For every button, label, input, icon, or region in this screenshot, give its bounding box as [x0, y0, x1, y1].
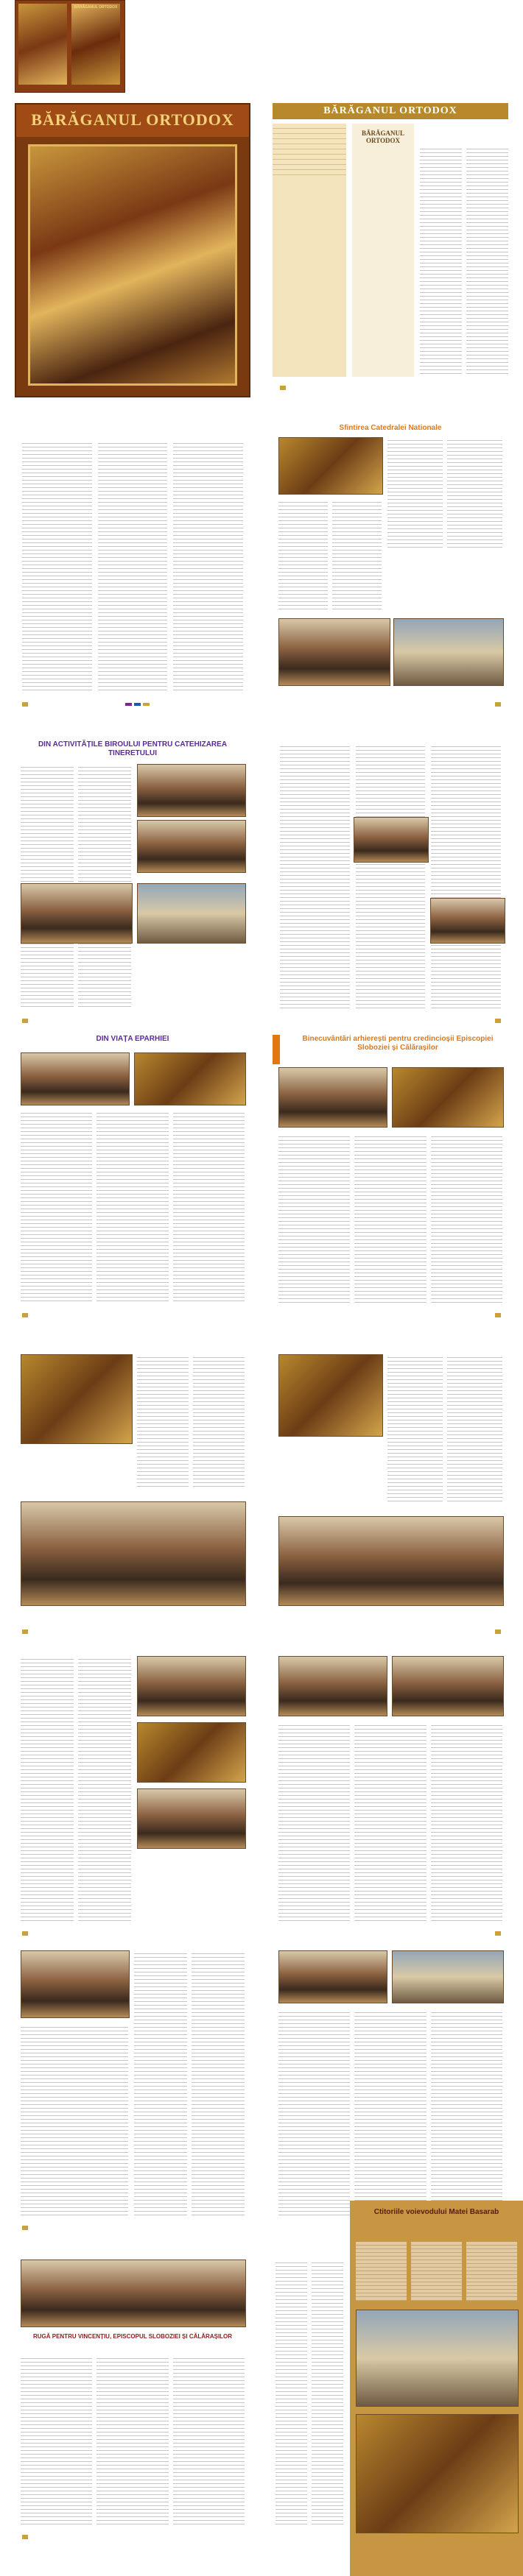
- article-photo: [21, 1052, 130, 1105]
- youth-page-continued: [273, 736, 508, 1030]
- article-photo: [137, 1656, 246, 1716]
- photo-page: [15, 1347, 250, 1641]
- article-photo: [278, 1067, 387, 1128]
- back-cover-headline: Ctitoriile voievodului Matei Basarab: [373, 2208, 499, 2216]
- article-photo: [134, 1052, 246, 1105]
- toc-item: [273, 155, 346, 160]
- article-photo: [354, 817, 429, 863]
- article-photo: [278, 1656, 387, 1716]
- toc-item: [273, 144, 346, 149]
- spread: [0, 736, 523, 1030]
- article-photo: [21, 2260, 246, 2327]
- toc-item: [273, 149, 346, 155]
- thumbnail-title: BĂRĂGANUL ORTODOX: [74, 5, 118, 10]
- bishop-page: [273, 1030, 508, 1325]
- toc-item: [273, 139, 346, 144]
- article-photo: [137, 820, 246, 873]
- article-headline: Sfintirea Catedralei Nationale: [339, 424, 442, 432]
- editorial-box: [352, 124, 414, 377]
- toc-item: [273, 170, 346, 175]
- text-page: [15, 1943, 250, 2237]
- text-page: [15, 420, 250, 714]
- cathedral-page: [273, 420, 508, 714]
- toc-item: [273, 129, 346, 134]
- article-photo: [278, 1950, 387, 2003]
- spread: [0, 1030, 523, 1325]
- article-photo: [278, 437, 383, 495]
- intro-article: [420, 124, 508, 377]
- cover-thumbnail: [15, 0, 125, 93]
- article-photo: [392, 1656, 504, 1716]
- article-headline: DIN VIAȚA EPARHIEI: [96, 1035, 169, 1043]
- anniversary-page: [15, 2252, 250, 2547]
- back-cover: [350, 2201, 523, 2576]
- icon-image: [18, 4, 67, 85]
- article-photo: [278, 1516, 504, 1606]
- spread: [0, 1943, 523, 2237]
- article-photo: [137, 1788, 246, 1849]
- editorial-logo: BĂRĂGANUL ORTODOX: [361, 130, 404, 144]
- article-photo: [21, 883, 133, 944]
- front-cover: [15, 103, 250, 397]
- article-photo: [393, 618, 504, 686]
- article-photo: [137, 883, 246, 944]
- photo-page: [273, 1347, 508, 1641]
- photo-page: [15, 1649, 250, 1943]
- accent-bar: [273, 1035, 280, 1064]
- article-photo: [21, 1354, 133, 1444]
- article-photo: [430, 898, 505, 944]
- article-headline: RUGĂ PENTRU VINCENȚIU, EPISCOPUL SLOBOZIEI ȘI CĂLĂRAȘILOR: [32, 2333, 233, 2340]
- toc-item: [273, 124, 346, 129]
- page-footer: [280, 386, 501, 390]
- church-photo: [356, 2310, 519, 2407]
- article-headline: Binecuvântări arhierești pentru credincioșii Episcopiei Sloboziei și Călărașilor: [302, 1035, 494, 1052]
- cover-title: BĂRĂGANUL ORTODOX: [31, 110, 234, 129]
- article-photo: [392, 1950, 504, 2003]
- article-photo: [21, 1950, 130, 2018]
- article-photo: [137, 764, 246, 817]
- spread: [0, 1649, 523, 1943]
- article-photo: [278, 618, 390, 686]
- article-photo: [21, 1501, 246, 1606]
- table-of-contents: [273, 124, 346, 377]
- icon-image: [71, 4, 120, 85]
- nativity-icon-image: [28, 144, 237, 386]
- spread: [0, 1347, 523, 1641]
- text-page: [273, 1943, 508, 2237]
- eparchy-page: [15, 1030, 250, 1325]
- article-headline: DIN ACTIVITĂȚILE BIROULUI PENTRU CATEHIZAREA TINERETULUI: [38, 740, 228, 757]
- photo-page: [273, 1649, 508, 1943]
- article-photo: [392, 1067, 504, 1128]
- article-photo: [278, 1354, 383, 1437]
- article-photo: [137, 1722, 246, 1783]
- spread: [0, 420, 523, 714]
- masthead-title: BĂRĂGANUL ORTODOX: [273, 103, 508, 119]
- church-photo: [356, 2414, 519, 2533]
- text-page: [273, 2252, 346, 2547]
- masthead-page: [273, 103, 508, 397]
- youth-page: [15, 736, 250, 1030]
- toc-item: [273, 165, 346, 170]
- toc-item: [273, 134, 346, 139]
- toc-item: [273, 160, 346, 165]
